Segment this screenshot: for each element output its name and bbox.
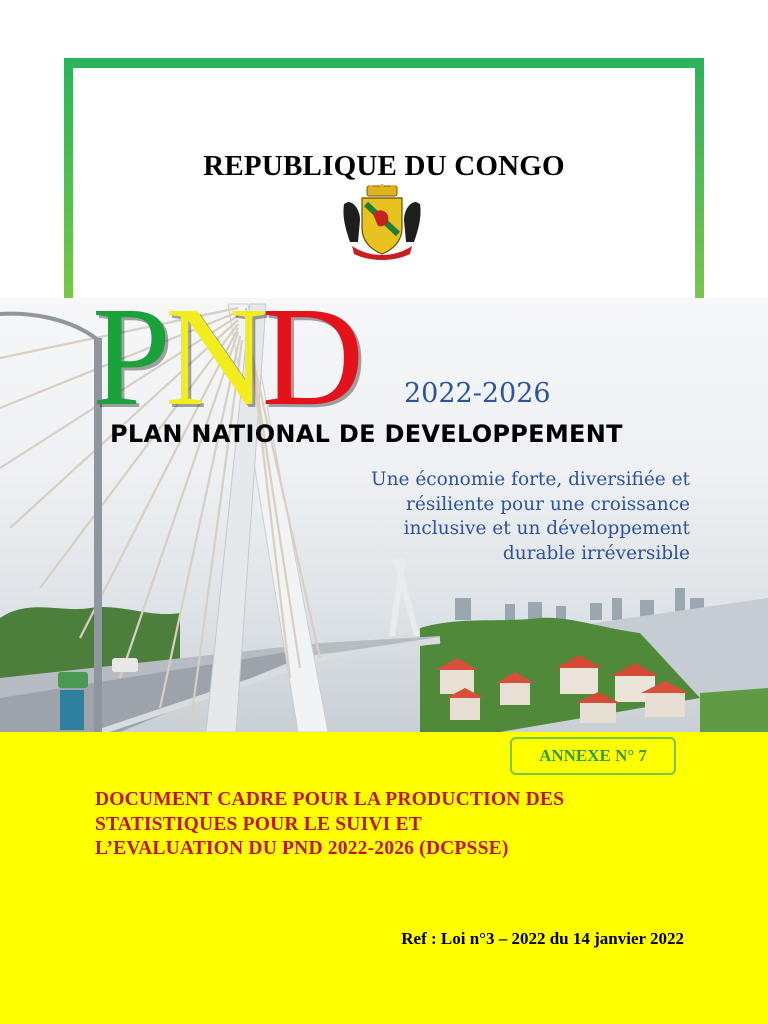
plan-full-name: PLAN NATIONAL DE DEVELOPPEMENT [110, 420, 623, 448]
country-title: REPUBLIQUE DU CONGO [203, 150, 565, 182]
pnd-letter-p: P [92, 277, 171, 435]
slogan-line: résiliente pour une croissance [406, 493, 690, 515]
document-title-line: L’EVALUATION DU PND 2022-2026 (DCPSSE) [95, 838, 509, 859]
coat-of-arms-icon [340, 184, 424, 260]
slogan-line: durable irréversible [502, 542, 690, 564]
document-title-line: STATISTIQUES POUR LE SUIVI ET [95, 813, 422, 835]
pnd-letter-n: N [164, 277, 268, 435]
plan-slogan [330, 468, 690, 566]
document-title-line: DOCUMENT CADRE POUR LA PRODUCTION DES [95, 789, 565, 810]
legal-reference: Ref : Loi n°3 – 2022 du 14 janvier 2022 [401, 929, 684, 948]
pnd-letter-d: D [261, 277, 365, 435]
pnd-logo [92, 277, 365, 435]
annex-badge: ANNEXE N° 7 [510, 737, 676, 775]
slogan-line: inclusive et un développement [403, 518, 690, 539]
plan-years: 2022-2026 [404, 378, 551, 409]
slogan-line: Une économie forte, diversifiée et [370, 469, 690, 490]
document-title [95, 788, 675, 862]
